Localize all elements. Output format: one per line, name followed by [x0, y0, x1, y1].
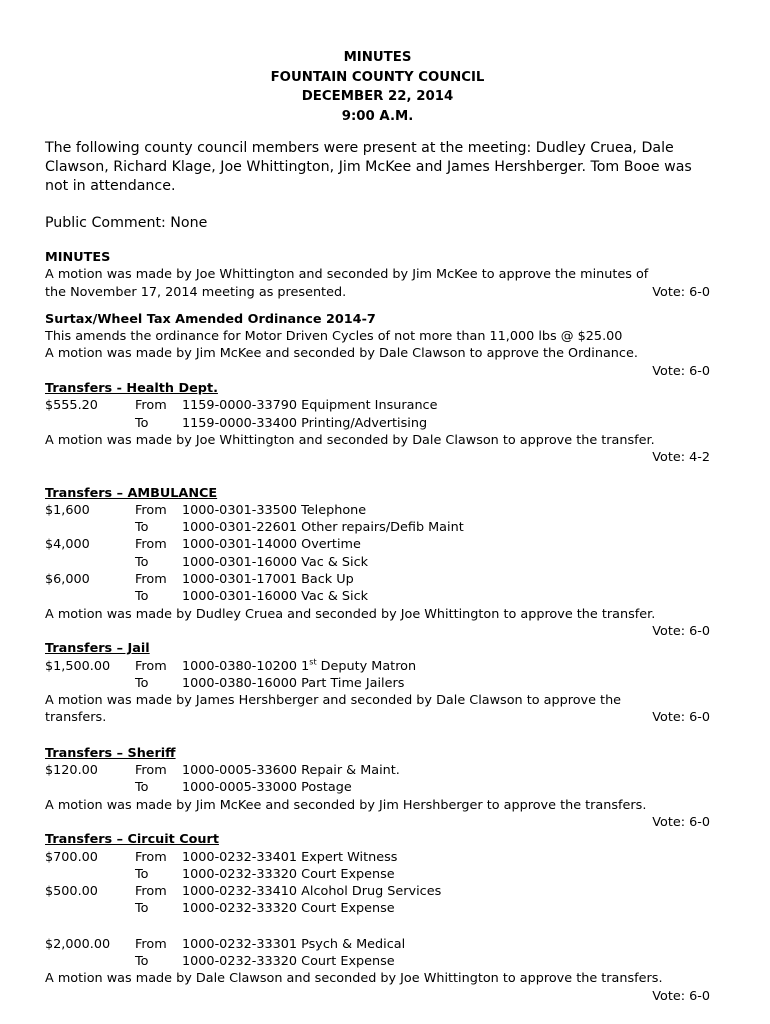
transfer-amount	[45, 953, 135, 970]
health-section	[45, 380, 710, 466]
minutes-heading: MINUTES	[45, 250, 111, 265]
circuit-court-motion: A motion was made by Dale Clawson and seconded by Joe Whittington to approve the transfers.	[45, 971, 663, 987]
transfer-row	[45, 953, 710, 970]
transfer-account: 1000-0380-16000 Part Time Jailers	[182, 675, 405, 691]
transfer-row	[45, 519, 710, 536]
transfer-row	[45, 779, 710, 796]
public-comment: Public Comment: None	[45, 215, 208, 231]
transfer-row	[45, 536, 710, 553]
sheriff-section	[45, 745, 710, 831]
minutes-section	[45, 249, 710, 301]
jail-motion-line1: A motion was made by James Hershberger and seconded by Dale Clawson to approve the	[45, 693, 622, 709]
transfer-direction: To	[135, 901, 149, 917]
transfer-account: 1000-0232-33320 Court Expense	[182, 953, 395, 969]
header-title: MINUTES	[343, 50, 412, 65]
health-heading: Transfers - Health Dept.	[45, 381, 218, 397]
transfer-direction: To	[135, 780, 149, 796]
jail-motion-text: transfers.	[45, 710, 107, 726]
ordinal-suffix: st	[309, 657, 317, 667]
transfer-account: 1000-0301-16000 Vac & Sick	[182, 554, 369, 570]
header-time: 9:00 A.M.	[341, 108, 414, 124]
transfer-amount: $1,500.00	[45, 658, 111, 674]
transfer-row	[45, 866, 710, 883]
transfer-amount	[45, 588, 135, 605]
surtax-heading: Surtax/Wheel Tax Amended Ordinance 2014-7	[45, 311, 376, 327]
transfer-direction: To	[135, 866, 149, 882]
transfer-row	[45, 675, 710, 692]
transfer-direction: From	[135, 398, 167, 414]
jail-vote: Vote: 6-0	[652, 710, 710, 726]
surtax-vote: Vote: 6-0	[652, 363, 710, 379]
transfer-direction: To	[135, 953, 149, 969]
transfer-account: 1000-0005-33000 Postage	[182, 780, 352, 796]
transfer-row	[45, 936, 710, 953]
sheriff-heading: Transfers – Sheriff	[45, 745, 176, 761]
transfer-amount	[45, 900, 135, 917]
transfer-amount	[45, 519, 135, 536]
transfer-account	[182, 658, 416, 675]
ambulance-section	[45, 485, 710, 641]
minutes-vote: Vote: 6-0	[652, 284, 710, 300]
transfer-account: 1000-0301-16000 Vac & Sick	[182, 589, 369, 605]
header-council: FOUNTAIN COUNTY COUNCIL	[270, 69, 485, 85]
minutes-document	[45, 48, 710, 1005]
transfer-row	[45, 571, 710, 588]
document-header	[45, 48, 710, 126]
transfer-amount	[45, 675, 135, 692]
surtax-motion: A motion was made by Jim McKee and seconded by Dale Clawson to approve the Ordinance.	[45, 346, 638, 362]
transfer-account: 1000-0232-33301 Psych & Medical	[182, 936, 406, 952]
transfer-account: 1000-0232-33320 Court Expense	[182, 901, 395, 917]
ambulance-heading: Transfers – AMBULANCE	[45, 485, 218, 501]
health-motion: A motion was made by Joe Whittington and seconded by Dale Clawson to approve the transfer.	[45, 432, 655, 448]
transfer-row	[45, 397, 710, 414]
transfer-row	[45, 849, 710, 866]
transfer-amount: $2,000.00	[45, 936, 111, 952]
sheriff-vote: Vote: 6-0	[652, 814, 710, 830]
transfer-amount	[45, 866, 135, 883]
minutes-motion-text: the November 17, 2014 meeting as presented.	[45, 284, 347, 300]
transfer-direction: From	[135, 884, 167, 900]
transfer-row	[45, 900, 710, 917]
transfer-direction: From	[135, 849, 167, 865]
transfer-amount: $500.00	[45, 884, 98, 900]
transfer-row	[45, 762, 710, 779]
transfer-direction: To	[135, 520, 149, 536]
transfer-row	[45, 883, 710, 900]
surtax-description: This amends the ordinance for Motor Driven Cycles of not more than 11,000 lbs @ $25.00	[45, 329, 623, 345]
account-number: 1000-0380-10200 1	[182, 658, 310, 674]
transfer-direction: To	[135, 554, 149, 570]
header-date: DECEMBER 22, 2014	[301, 89, 454, 104]
health-vote: Vote: 4-2	[652, 450, 710, 466]
transfer-account: 1000-0301-17001 Back Up	[182, 572, 354, 588]
transfer-account: 1000-0301-22601 Other repairs/Defib Maint	[182, 520, 464, 536]
transfer-amount: $700.00	[45, 849, 98, 865]
transfer-account: 1159-0000-33790 Equipment Insurance	[182, 398, 438, 414]
transfer-account: 1000-0301-14000 Overtime	[182, 537, 361, 553]
jail-motion-line2	[45, 709, 710, 726]
transfer-direction: From	[135, 502, 167, 518]
circuit-court-heading: Transfers – Circuit Court	[45, 832, 219, 848]
transfer-amount: $4,000	[45, 537, 90, 553]
transfer-account: 1159-0000-33400 Printing/Advertising	[182, 415, 428, 431]
ambulance-vote: Vote: 6-0	[652, 623, 710, 639]
circuit-court-vote: Vote: 6-0	[652, 988, 710, 1004]
transfer-account: 1000-0232-33401 Expert Witness	[182, 849, 398, 865]
transfer-amount	[45, 779, 135, 796]
ambulance-motion: A motion was made by Dudley Cruea and seconded by Joe Whittington to approve the transfer.	[45, 606, 656, 622]
transfer-direction: From	[135, 572, 167, 588]
transfer-account: 1000-0232-33320 Court Expense	[182, 866, 395, 882]
transfer-amount: $120.00	[45, 763, 98, 779]
transfer-amount: $6,000	[45, 572, 90, 588]
transfer-direction: To	[135, 675, 149, 691]
transfer-direction: From	[135, 658, 167, 674]
transfer-amount: $1,600	[45, 502, 90, 518]
transfer-account: 1000-0232-33410 Alcohol Drug Services	[182, 884, 442, 900]
transfer-direction: From	[135, 537, 167, 553]
transfer-direction: To	[135, 589, 149, 605]
transfer-direction: From	[135, 936, 167, 952]
transfer-amount: $555.20	[45, 398, 98, 414]
transfer-row	[45, 658, 710, 675]
transfer-row	[45, 502, 710, 519]
account-label: Deputy Matron	[316, 658, 417, 674]
transfer-amount	[45, 554, 135, 571]
circuit-court-section	[45, 831, 710, 1005]
transfer-row	[45, 554, 710, 571]
surtax-section	[45, 311, 710, 380]
minutes-motion-line1: A motion was made by Joe Whittington and seconded by Jim McKee to approve the minutes of	[45, 267, 649, 283]
sheriff-motion: A motion was made by Jim McKee and seconded by Jim Hershberger to approve the transfers.	[45, 797, 647, 813]
transfer-row	[45, 588, 710, 605]
transfer-amount	[45, 415, 135, 432]
transfer-account: 1000-0005-33600 Repair & Maint.	[182, 763, 400, 779]
minutes-motion-line2	[45, 284, 710, 301]
transfer-direction: From	[135, 763, 167, 779]
transfer-row	[45, 415, 710, 432]
transfer-direction: To	[135, 415, 149, 431]
jail-section	[45, 640, 710, 726]
jail-heading: Transfers – Jail	[45, 641, 150, 657]
transfer-account: 1000-0301-33500 Telephone	[182, 502, 367, 518]
attendance-paragraph: The following county council members were present at the meeting: Dudley Cruea, Dale Clawson, Richard Klage, Joe Whittington, Jim McKee and James Hershberger. Tom Booe was not in attendance.	[45, 140, 692, 194]
